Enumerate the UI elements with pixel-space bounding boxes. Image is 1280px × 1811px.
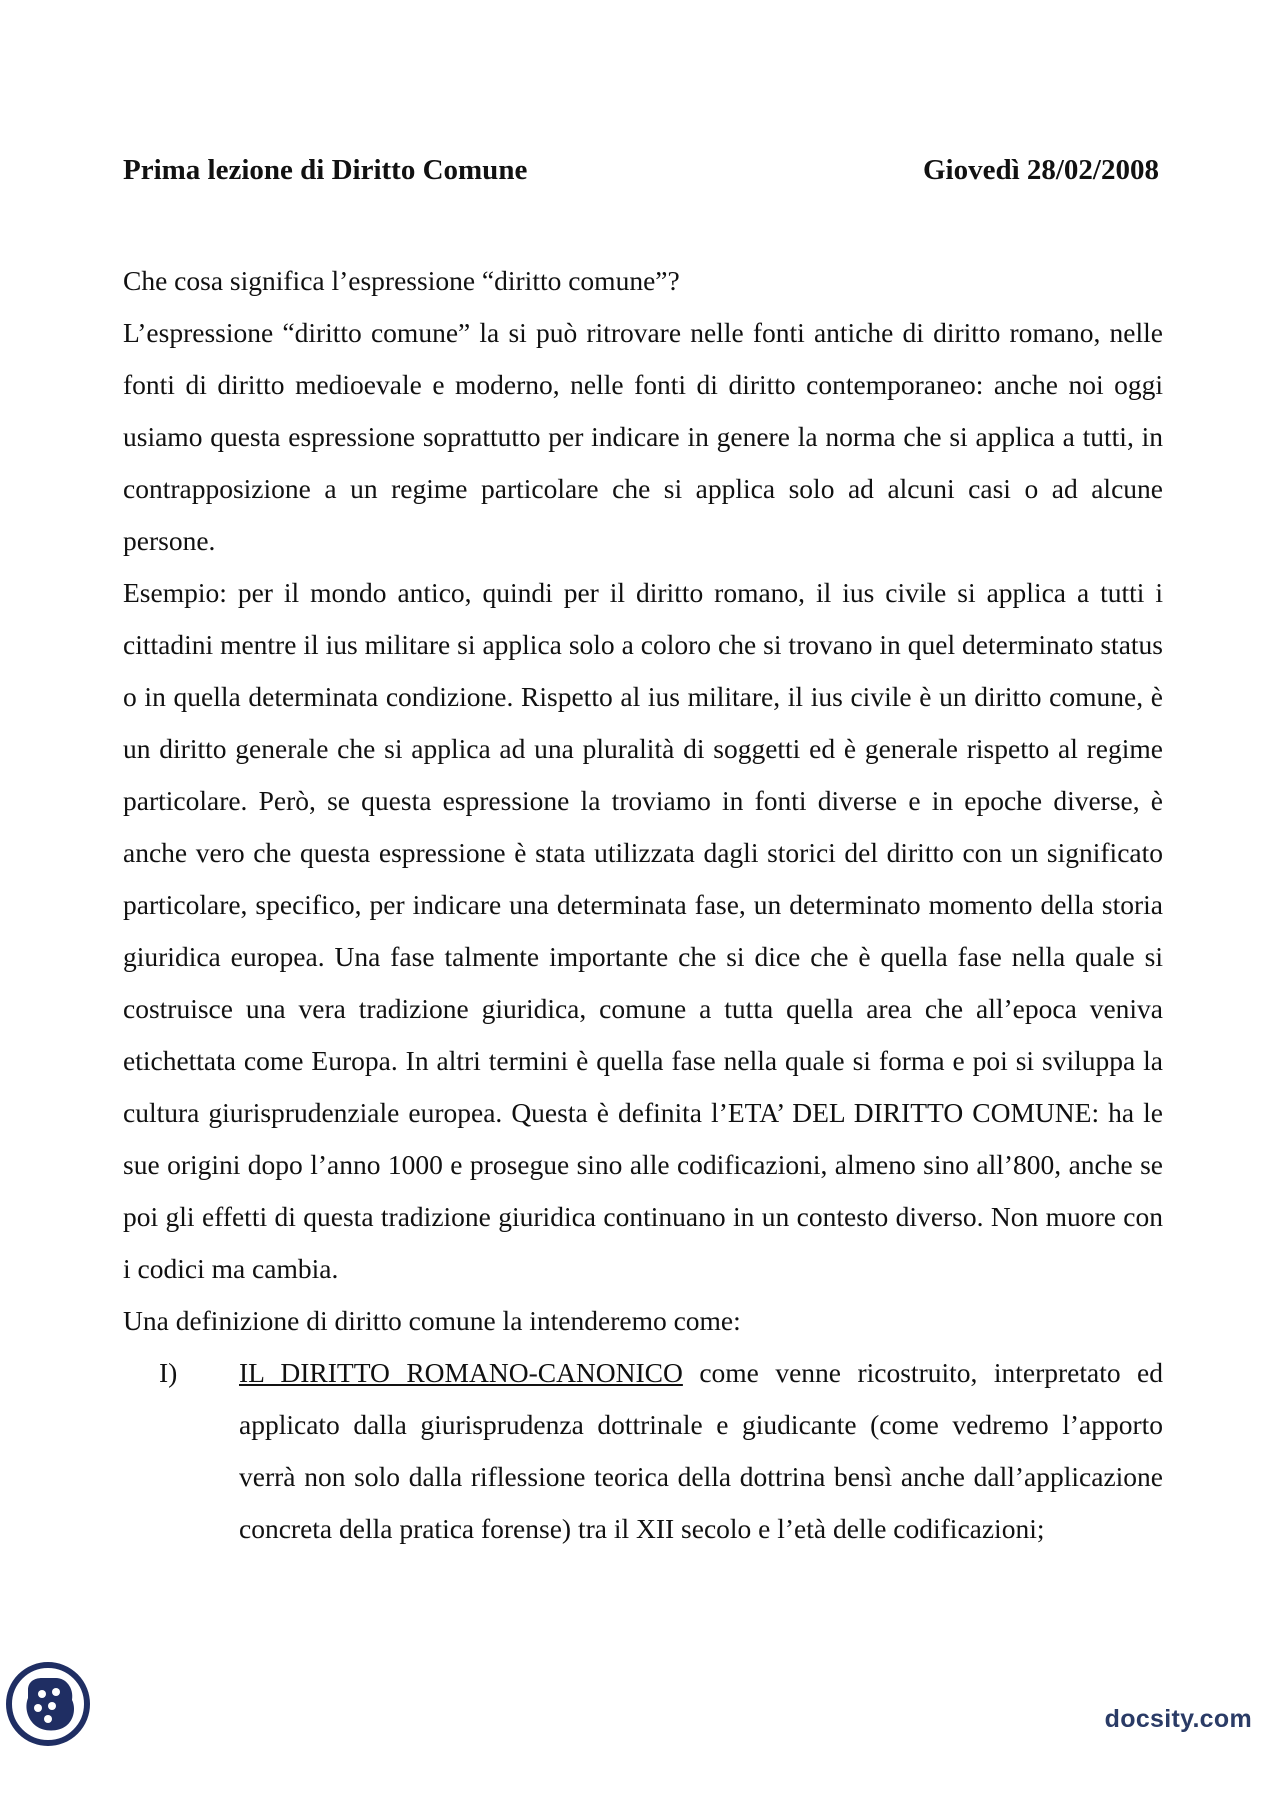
definition-paragraph: Una definizione di diritto comune la intenderemo come: — [123, 1305, 741, 1336]
document-header — [123, 150, 1159, 190]
document-body — [123, 255, 1163, 1555]
list-item-text: come venne ricostruito, interpretato ed applicato dalla giurisprudenza dottrinale e giudicante (come vedremo l’apporto verrà non solo dalla riflessione teorica della dottrina bensì anche dall’applicazione concreta della pratica forense) tra il XII secolo e l’età delle codificazioni; — [239, 1357, 1163, 1544]
question-paragraph: Che cosa significa l’espressione “diritto comune”? — [123, 265, 680, 296]
list-item — [123, 1347, 1163, 1555]
lesson-title: Prima lezione di Diritto Comune — [123, 154, 528, 186]
intro-paragraph: L’espressione “diritto comune” la si può ritrovare nelle fonti antiche di diritto romano, nelle fonti di diritto medioevale e moderno, nelle fonti di diritto contemporaneo: anche noi oggi usiamo questa espressione soprattutto per indicare in genere la norma che si applica a tutti, in contrapposizione a un regime particolare che si applica solo ad alcuni casi o ad alcune persone. — [123, 317, 1163, 556]
docsity-logo-icon — [4, 1660, 92, 1748]
list-item-body — [239, 1347, 1163, 1555]
example-paragraph: Esempio: per il mondo antico, quindi per il diritto romano, il ius civile si applica a tutti i cittadini mentre il ius militare si applica solo a coloro che si trovano in quel determinato status o in quella determinata condizione. Rispetto al ius militare, il ius civile è un diritto comune, è un diritto generale che si applica ad una pluralità di soggetti ed è generale rispetto al regime particolare. Però, se questa espressione la troviamo in fonti diverse e in epoche diverse, è anche vero che questa espressione è stata utilizzata dagli storici del diritto con un significato particolare, specifico, per indicare una determinata fase, un determinato momento della storia giuridica europea. Una fase talmente importante che si dice che è quella fase nella quale si costruisce una vera tradizione giuridica, comune a tutta quella area che all’epoca veniva etichettata come Europa. In altri termini è quella fase nella quale si forma e poi si sviluppa la cultura giurisprudenziale europea. Questa è definita l’ETA’ DEL DIRITTO COMUNE: ha le sue origini dopo l’anno 1000 e prosegue sino alle codificazioni, almeno sino all’800, anche se poi gli effetti di questa tradizione giuridica continuano in un contesto diverso. Non muore con i codici ma cambia. — [123, 577, 1163, 1284]
docsity-brand-link[interactable]: docsity.com — [1104, 1705, 1252, 1733]
list-marker: I) — [159, 1357, 178, 1388]
list-item-term: IL DIRITTO ROMANO-CANONICO — [239, 1357, 683, 1388]
lesson-date: Giovedì 28/02/2008 — [922, 154, 1159, 186]
